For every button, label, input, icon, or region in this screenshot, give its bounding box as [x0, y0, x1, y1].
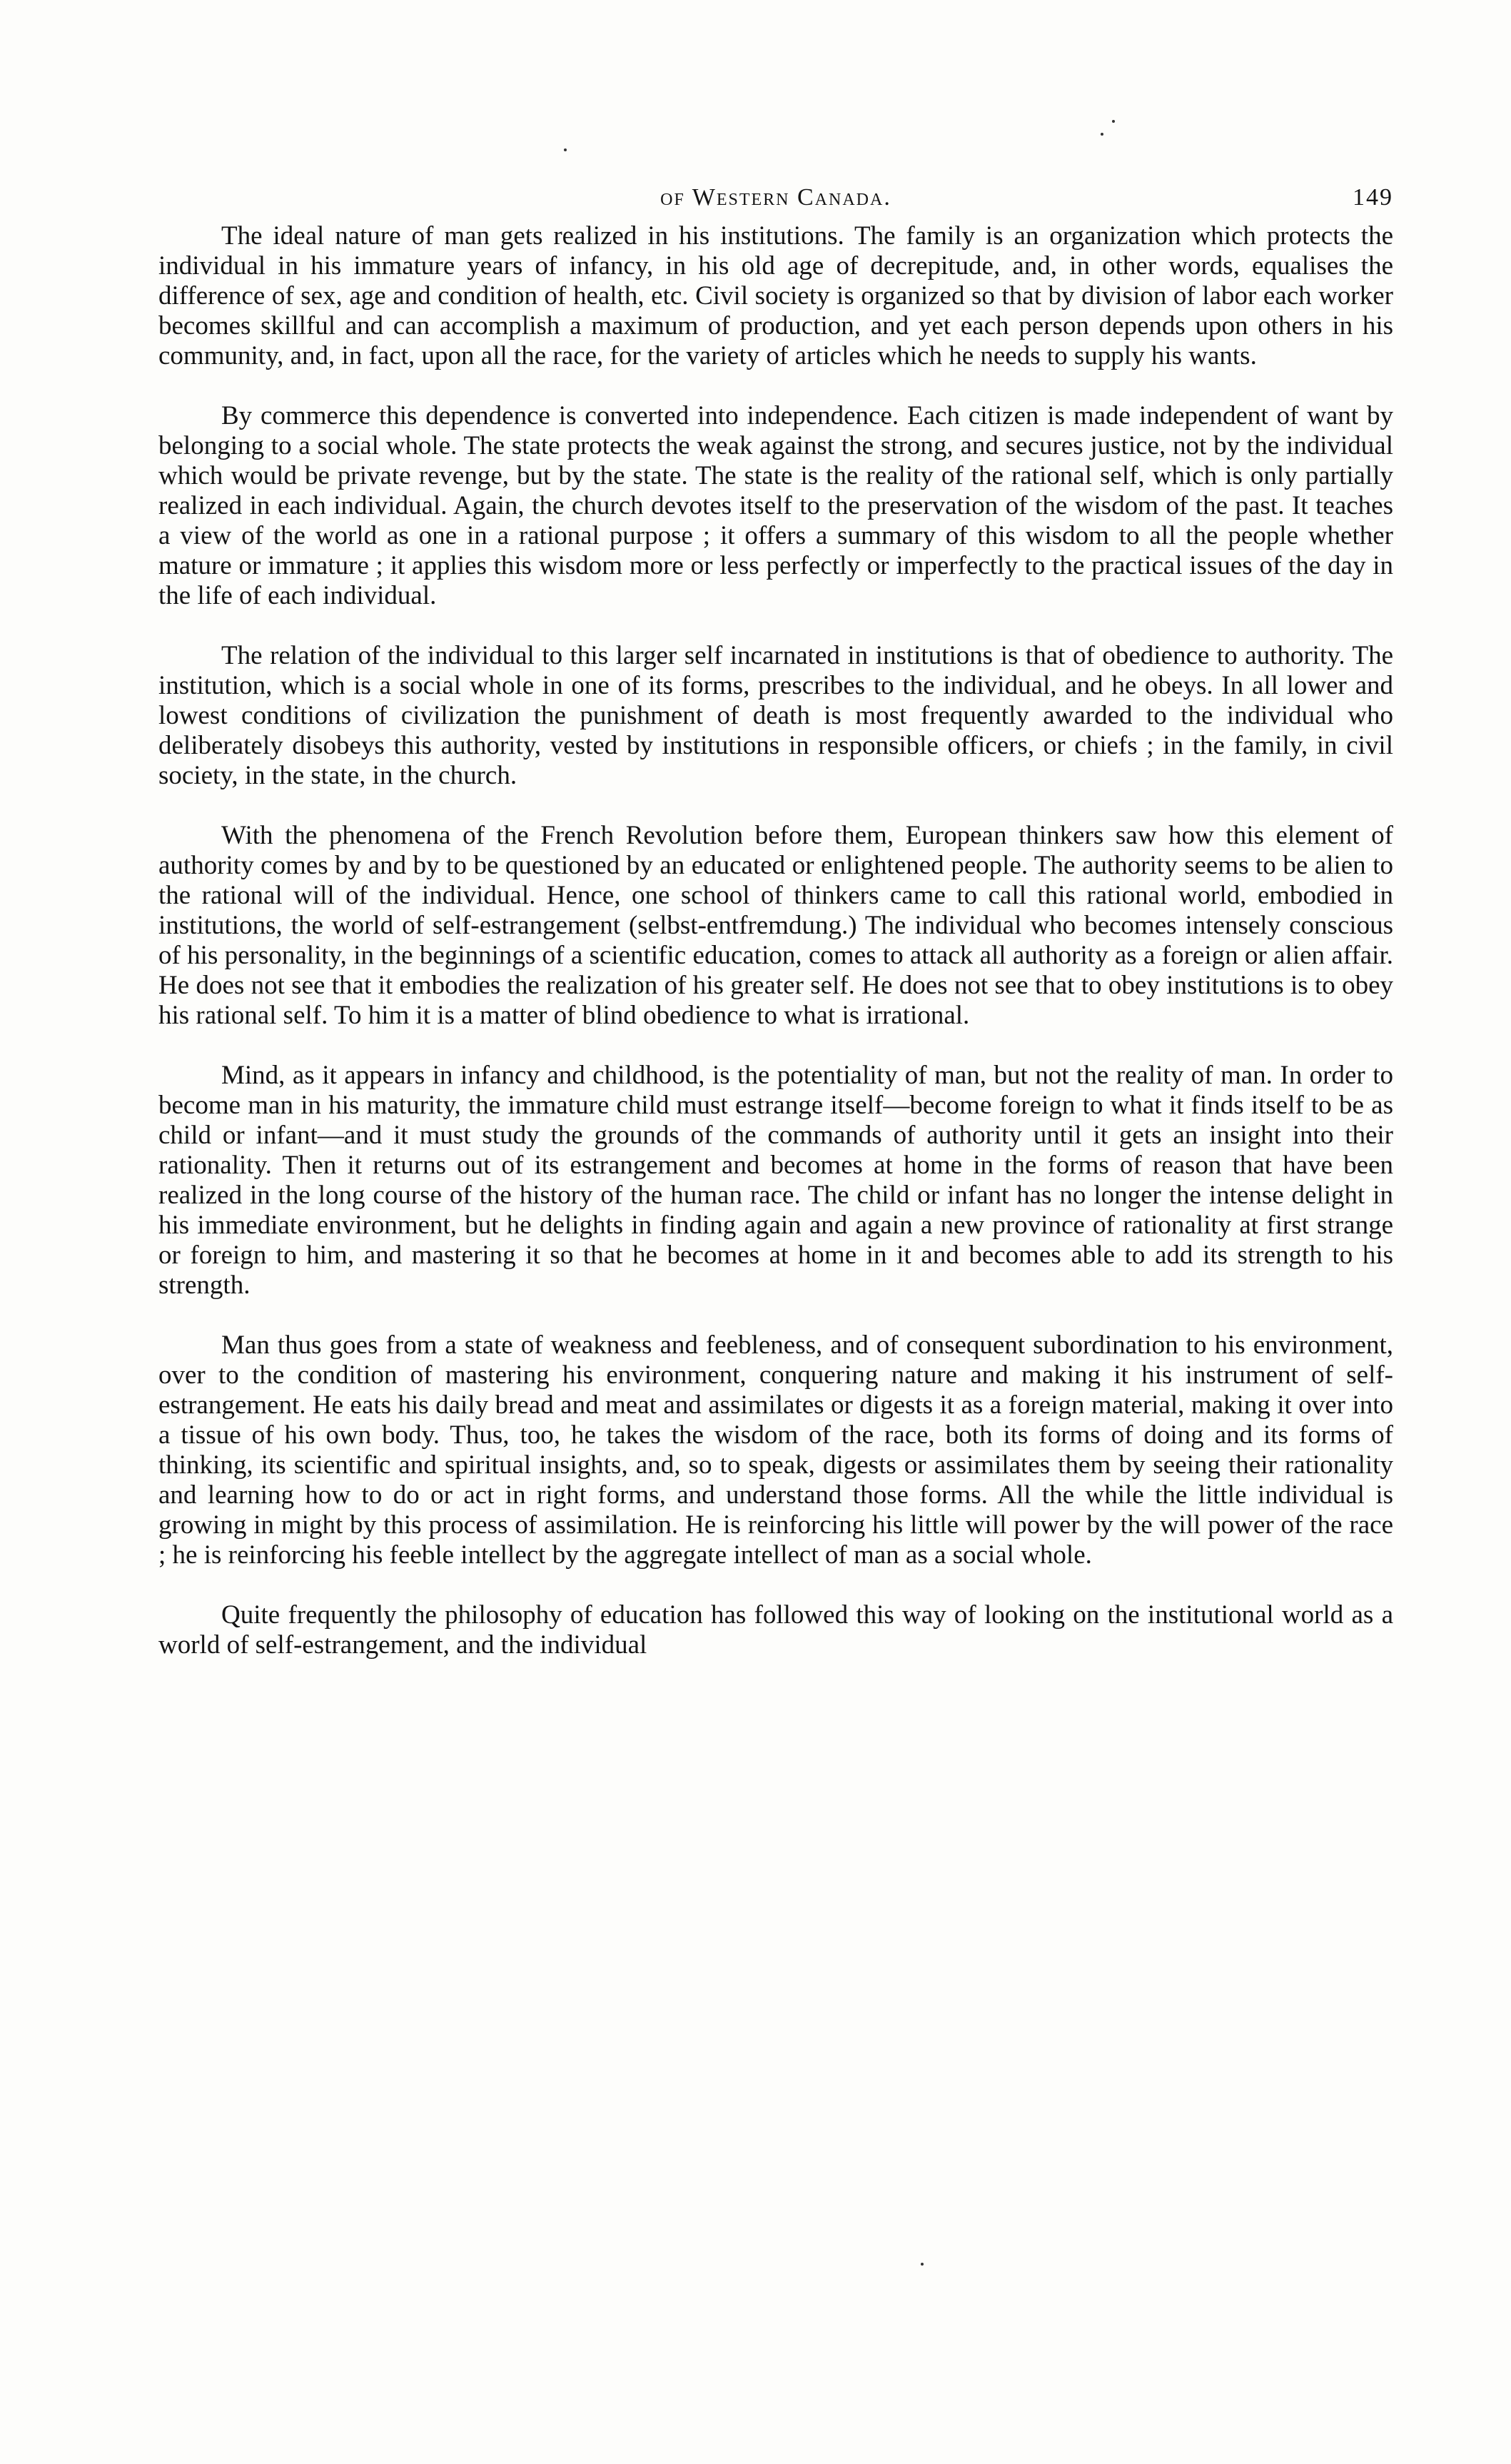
paragraph-1: The ideal nature of man gets realized in his institutions. The family is an organization which protects the individual in his immature years of infancy, in his old age of decrepitude, and, in other words, equalises the difference of sex, age and condition of health, etc. Civil society is organized so that by division of labor each worker becomes skillful and can accomplish a maximum of production, and yet each person depends upon others in his community, and, in fact, upon all the race, for the variety of articles which he needs to supply his wants. [158, 221, 1393, 370]
paragraph-7: Quite frequently the philosophy of education has followed this way of looking on the institutional world as a world of self-estrangement, and the individual [158, 1600, 1393, 1660]
document-page [158, 178, 1393, 1690]
paragraph-6: Man thus goes from a state of weakness and feebleness, and of consequent subordination to his environment, over to the condition of mastering his environment, conquering nature and making it his instrument of self-estrangement. He eats his daily bread and meat and assimilates or digests it as a foreign material, making it over into a tissue of his own body. Thus, too, he takes the wisdom of the race, both its forms of doing and its forms of thinking, its scientific and spiritual insights, and, so to speak, digests or assimilates them by seeing their rationality and learning how to do or act in right forms, and understand those forms. All the while the little individual is growing in might by this process of assimilation. He is reinforcing his little will power by the will power of the race ; he is reinforcing his feeble intellect by the aggregate intellect of man as a social whole. [158, 1331, 1393, 1570]
paragraph-3: The relation of the individual to this larger self incarnated in institutions is that of obedience to authority. The institution, which is a social whole in one of its forms, prescribes to the individual, and he obeys. In all lower and lowest conditions of civilization the punishment of death is most frequently awarded to the individual who deliberately disobeys this authority, vested by institutions in responsible officers, or chiefs ; in the family, in civil society, in the state, in the church. [158, 641, 1393, 790]
print-speck [1101, 133, 1103, 136]
print-speck [921, 2263, 924, 2266]
paragraph-4: With the phenomena of the French Revolution before them, European thinkers saw how this element of authority comes by and by to be questioned by an educated or enlightened people. The authority seems to be alien to the rational will of the individual. Hence, one school of thinkers came to call this rational world, embodied in institutions, the world of self-estrangement (selbst-entfremdung.) The individual who becomes intensely conscious of his personality, in the beginnings of a scientific education, comes to attack all authority as a foreign or alien affair. He does not see that it embodies the realization of his greater self. He does not see that to obey institutions is to obey his rational self. To him it is a matter of blind obedience to what is irrational. [158, 821, 1393, 1030]
page-number: 149 [1353, 184, 1393, 211]
print-speck [1112, 120, 1115, 123]
running-title: of Western Canada. [660, 184, 891, 211]
page-header [158, 178, 1393, 221]
print-speck [564, 148, 567, 151]
paragraph-5: Mind, as it appears in infancy and childhood, is the potentiality of man, but not the reality of man. In order to become man in his maturity, the immature child must estrange itself—become foreign to what it finds itself to be as child or infant—and it must study the grounds of the commands of authority until it gets an insight into their rationality. Then it returns out of its estrangement and becomes at home in the forms of reason that have been realized in the long course of the history of the human race. The child or infant has no longer the intense delight in his immediate environment, but he delights in finding again and again a new province of rationality at first strange or foreign to him, and mastering it so that he becomes at home in it and becomes able to add its strength to his strength. [158, 1061, 1393, 1300]
paragraph-2: By commerce this dependence is converted into independence. Each citizen is made independent of want by belonging to a social whole. The state protects the weak against the strong, and secures justice, not by the individual which would be private revenge, but by the state. The state is the reality of the rational self, which is only partially realized in each individual. Again, the church devotes itself to the preservation of the wisdom of the past. It teaches a view of the world as one in a rational purpose ; it offers a summary of this wisdom to all the people whether mature or immature ; it applies this wisdom more or less perfectly or imperfectly to the practical issues of the day in the life of each individual. [158, 401, 1393, 610]
